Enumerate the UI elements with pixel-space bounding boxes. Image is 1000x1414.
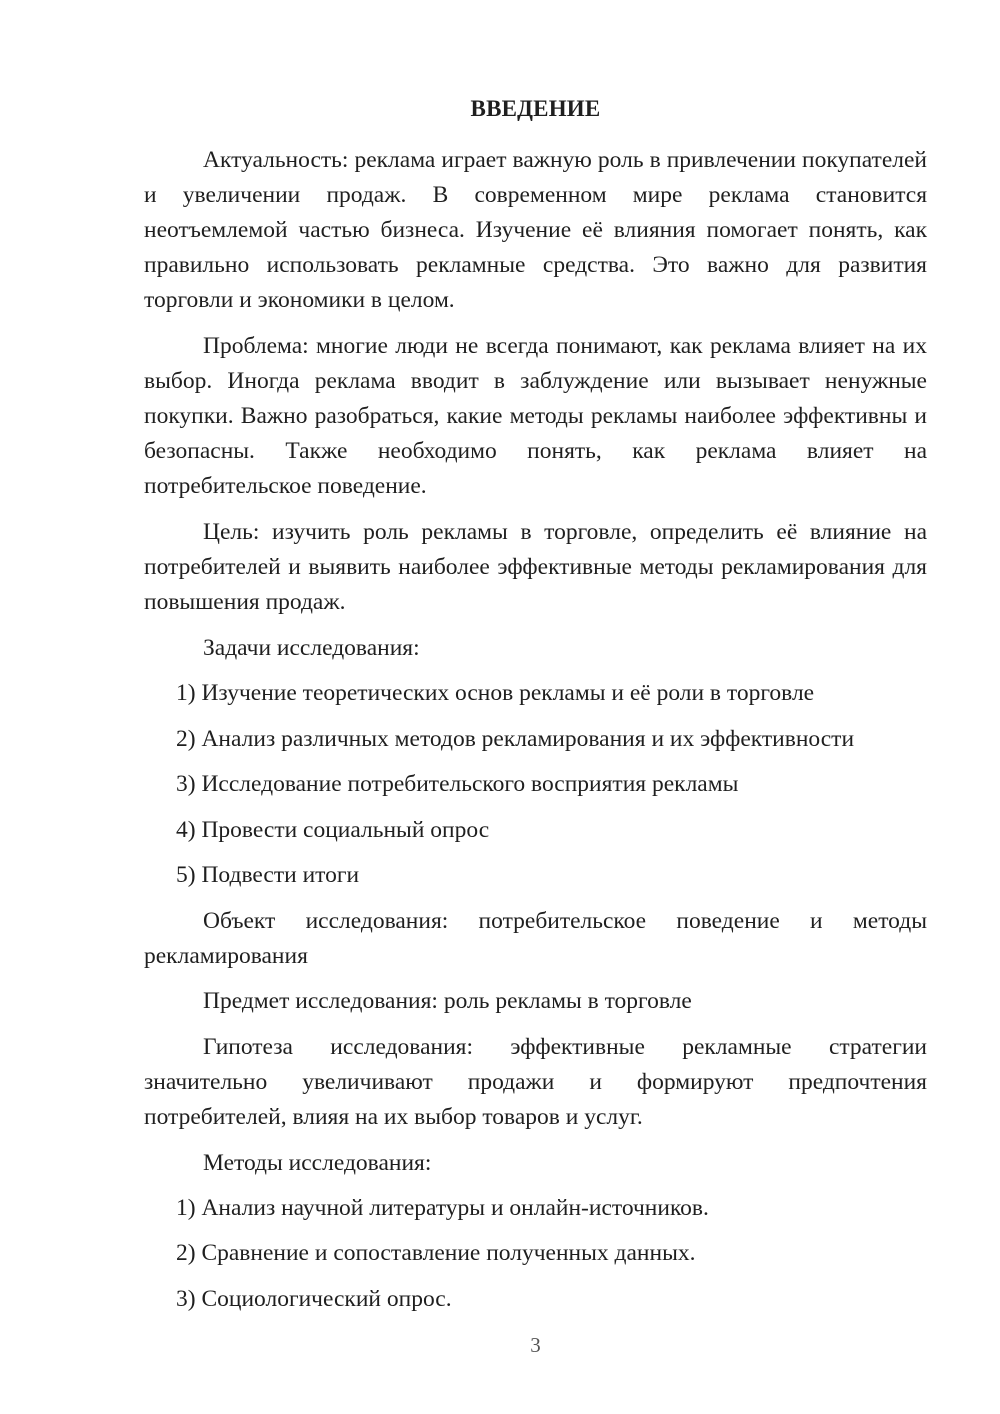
methods-heading: Методы исследования: [203,1150,432,1176]
paragraph-goal: Цель: изучить роль рекламы в торговле, определить её влияние на потребителей и выявить наиболее эффективные методы рекламирования для повышения продаж. [144,519,927,615]
paragraph-subject: Предмет исследования: роль рекламы в торговле [203,988,692,1014]
method-item-1: 1) Анализ научной литературы и онлайн-источников. [176,1195,709,1221]
paragraph-object: Объект исследования: потребительское поведение и методы рекламирования [144,908,927,969]
tasks-heading: Задачи исследования: [203,635,420,661]
page-number: 3 [530,1333,541,1357]
task-item-3: 3) Исследование потребительского восприятия рекламы [176,771,739,797]
task-item-5: 5) Подвести итоги [176,862,360,888]
task-item-4: 4) Провести социальный опрос [176,817,490,843]
method-item-2: 2) Сравнение и сопоставление полученных данных. [176,1240,696,1266]
paragraph-relevance: Актуальность: реклама играет важную роль в привлечении покупателей и увеличении продаж. В современном мире реклама становится неотъемлемой частью бизнеса. Изучение её влияния помогает понять, как правильно использовать рекламные средства. Это важно для развития торговли и экономики в целом. [144,147,927,313]
paragraph-hypothesis: Гипотеза исследования: эффективные рекламные стратегии значительно увеличивают продажи и формируют предпочтения потребителей, влияя на их выбор товаров и услуг. [144,1034,927,1130]
task-item-2: 2) Анализ различных методов рекламирования и их эффективности [176,726,855,752]
task-item-1: 1) Изучение теоретических основ рекламы и её роли в торговле [176,680,815,706]
paragraph-problem: Проблема: многие люди не всегда понимают, как реклама влияет на их выбор. Иногда реклама вводит в заблуждение или вызывает ненужные покупки. Важно разобраться, какие методы рекламы наиболее эффективны и безопасны. Также необходимо понять, как реклама влияет на потребительское поведение. [144,333,927,499]
method-item-3: 3) Социологический опрос. [176,1286,452,1312]
page-title: ВВЕДЕНИЕ [470,96,601,121]
